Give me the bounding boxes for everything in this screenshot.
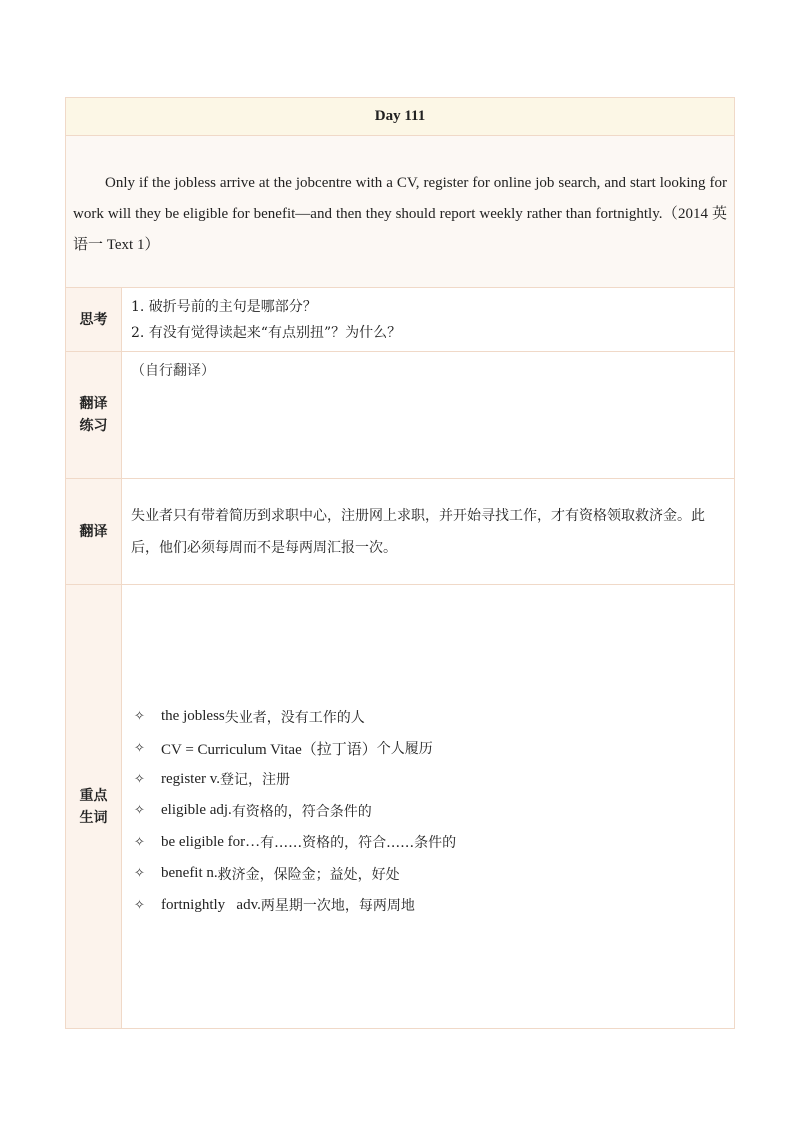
translation-text-cell bbox=[122, 479, 734, 584]
day-title: Day 111 bbox=[374, 108, 426, 124]
translation-text: 失业者只有带着简历到求职中心，注册网上求职，并开始寻找工作，才有资格领取救济金。此后，他们必须每周而不是每两周汇报一次。 bbox=[131, 507, 705, 556]
vocab-item: ✧ CV = Curriculum Vitae（拉丁语） 个人履历 bbox=[134, 740, 433, 758]
practice-row bbox=[66, 352, 734, 479]
diamond-outline-icon: ✧ bbox=[134, 771, 145, 787]
diamond-outline-icon: ✧ bbox=[134, 803, 145, 819]
vocab-list-cell bbox=[122, 585, 734, 1028]
vocab-label: 重点 生词 bbox=[66, 585, 122, 1028]
practice-hint: （自行翻译） bbox=[131, 363, 215, 379]
diamond-outline-icon: ✧ bbox=[134, 866, 145, 882]
think-label: 思考 bbox=[66, 288, 122, 351]
title-row bbox=[66, 98, 734, 136]
study-card bbox=[65, 97, 735, 1029]
english-passage: Only if the jobless arrive at the jobcentre with a CV, register for online job search, and start looking for work will they be eligible for benefit—and then they should report weekly rather than fortnightly.（2014 英语一 Text 1） bbox=[73, 175, 727, 253]
diamond-outline-icon: ✧ bbox=[134, 897, 145, 913]
think-questions bbox=[122, 288, 734, 351]
question-item: 2. 有没有觉得读起来“有点别扭”？为什么？ bbox=[131, 325, 402, 341]
vocab-item: ✧ eligible adj. 有资格的，符合条件的 bbox=[134, 802, 372, 820]
vocab-row bbox=[66, 585, 734, 1029]
vocab-item: ✧ the jobless 失业者，没有工作的人 bbox=[134, 708, 365, 726]
passage-row bbox=[66, 136, 734, 288]
practice-label: 翻译 练习 bbox=[66, 352, 122, 478]
think-row bbox=[66, 288, 734, 352]
practice-area[interactable] bbox=[122, 352, 734, 478]
diamond-outline-icon: ✧ bbox=[134, 740, 145, 756]
translation-row bbox=[66, 479, 734, 585]
question-item: 1. 破折号前的主句是哪部分？ bbox=[131, 299, 317, 315]
vocab-item: ✧ be eligible for… 有……资格的，符合……条件的 bbox=[134, 833, 457, 852]
vocab-item: ✧ fortnightly adv. 两星期一次地，每两周地 bbox=[134, 896, 415, 915]
vocab-list bbox=[134, 701, 734, 921]
translation-label: 翻译 bbox=[66, 479, 122, 584]
vocab-item: ✧ benefit n. 救济金，保险金；益处，好处 bbox=[134, 865, 400, 883]
vocab-item: ✧ register v. 登记，注册 bbox=[134, 770, 291, 789]
diamond-outline-icon: ✧ bbox=[134, 834, 145, 850]
diamond-outline-icon: ✧ bbox=[134, 709, 145, 725]
